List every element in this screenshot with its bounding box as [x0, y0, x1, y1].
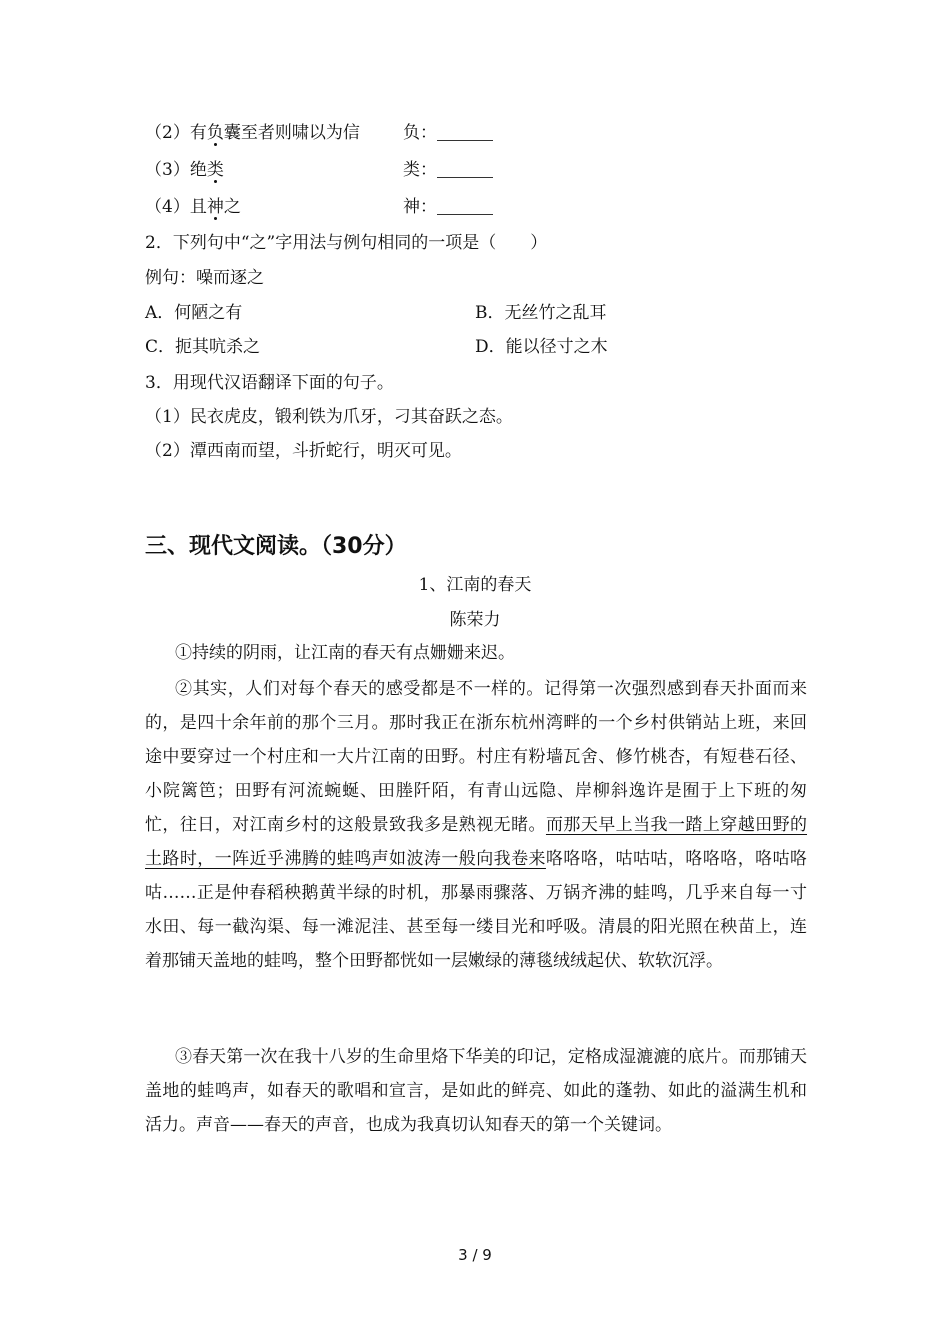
section-heading: 三、现代文阅读。（30分） — [145, 534, 407, 559]
option-c[interactable]: C．扼其吭杀之 — [145, 337, 261, 357]
vocab-answer-2 — [403, 155, 493, 185]
article-author: 陈荣力 — [449, 610, 501, 630]
vocab-line-3 — [145, 192, 241, 222]
underlined-sentence: 而那天早上当我一踏上穿越田野的土路时，一阵近乎沸腾的蛙鸣声如波涛一般向我卷来 — [145, 815, 808, 869]
dotted-character: 类 — [206, 160, 224, 180]
vocab-line-2 — [145, 155, 224, 185]
vocab-number: （4） — [145, 197, 190, 217]
vocab-key: 负： — [403, 123, 437, 143]
dotted-character: 神 — [206, 197, 224, 217]
article-title: 1、江南的春天 — [418, 575, 532, 595]
paragraph-2-text: ②其实，人们对每个春天的感受都是不一样的。记得第一次强烈感到春天扑面而来的，是四十余年前的那个三月。那时我正在浙东杭州湾畔的一个乡村供销站上班，来回途中要穿过一个村庄和一大片江南的田野。村庄有粉墙瓦舍、修竹桃杏，有短巷石径、小院篱笆；田野有河流蜿蜒、田塍阡陌，有青山远隐、岸柳斜逸许是囿于上下班的匆忙，往日，对江南乡村的这般景致我多是熟视无睹。 — [145, 679, 807, 835]
vocab-key: 神： — [403, 197, 437, 217]
vocab-number: （3） — [145, 160, 190, 180]
paragraph-2-text-cont: 咯咯咯，咕咕咕，咯咯咯，咯咕咯咕……正是仲春稻秧鹅黄半绿的时机，那暴雨骤落、万锅齐沸的蛙鸣，几乎来自每一寸水田、每一截沟渠、每一滩泥洼、甚至每一缕目光和呼吸。清晨的阳光照在秧苗上，连着那铺天盖地的蛙鸣，整个田野都恍如一层嫩绿的薄毯绒绒起伏、软软沉浮。 — [145, 849, 808, 971]
paragraph-1: ①持续的阴雨，让江南的春天有点姗姗来迟。 — [175, 643, 515, 663]
vocab-text-pre: 有 — [189, 123, 207, 143]
vocab-text-pre: 绝 — [189, 160, 207, 180]
paragraph-3: ③春天第一次在我十八岁的生命里烙下华美的印记，定格成湿漉漉的底片。而那铺天盖地的蛙鸣声，如春天的歌唱和宣言，是如此的鲜亮、如此的蓬勃、如此的溢满生机和活力。声音——春天的声音，也成为我真切认知春天的第一个关键词。 — [145, 1047, 807, 1135]
dotted-character: 负 — [206, 123, 224, 143]
vocab-line-1 — [145, 118, 360, 148]
question-2-example: 例句：噪而逐之 — [145, 268, 264, 288]
answer-blank[interactable] — [437, 161, 493, 178]
answer-blank[interactable] — [437, 198, 493, 215]
option-b[interactable]: B．无丝竹之乱耳 — [475, 303, 607, 323]
page-number: 3 / 9 — [458, 1246, 492, 1264]
vocab-number: （2） — [145, 123, 190, 143]
vocab-text-post: 囊至者则啸以为信 — [223, 123, 360, 143]
vocab-answer-3 — [403, 192, 493, 222]
vocab-text-pre: 且 — [189, 197, 207, 217]
question-3-stem: 3．用现代汉语翻译下面的句子。 — [145, 373, 394, 393]
vocab-text-post: 之 — [223, 197, 241, 217]
answer-blank[interactable] — [437, 124, 493, 141]
option-a[interactable]: A．何陋之有 — [145, 303, 243, 323]
vocab-answer-1 — [403, 118, 493, 148]
paragraph-2 — [145, 672, 807, 978]
question-3-sentence-1: （1）民衣虎皮，锻利铁为爪牙，刁其奋跃之态。 — [145, 407, 513, 427]
question-3-sentence-2: （2）潭西南而望，斗折蛇行，明灭可见。 — [145, 441, 462, 461]
vocab-key: 类： — [403, 160, 437, 180]
option-d[interactable]: D．能以径寸之木 — [475, 337, 608, 357]
question-2-stem: 2．下列句中“之”字用法与例句相同的一项是（ ） — [145, 233, 548, 253]
